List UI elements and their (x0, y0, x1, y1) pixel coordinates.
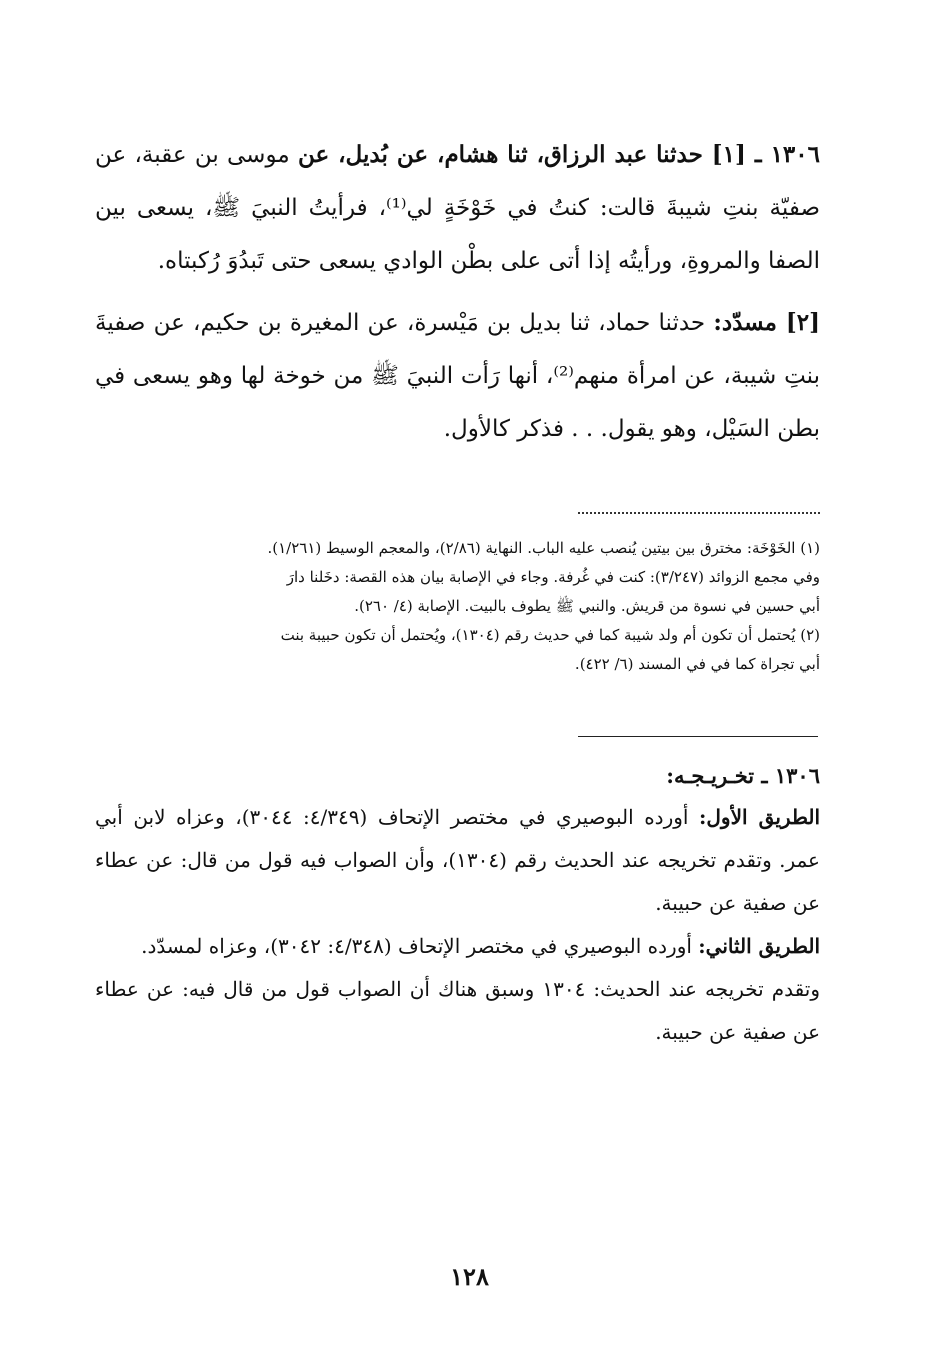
footnote-1-line-2: وفي مجمع الزوائد (٣/٢٤٧): كنت في غُرفة. وجاء في الإصابة بيان هذه القصة: دخَلنا دارَ (286, 568, 820, 586)
main-text (95, 128, 820, 456)
hadith-number: ١٣٠٦ ـ [١] حدثنا عبد الرزاق، ثنا هشام، عن بُديل، عن (297, 141, 820, 168)
footnote-separator (578, 512, 820, 516)
takhrij-heading: ١٣٠٦ ـ تخـريـجـه: (666, 763, 820, 788)
first-route (95, 796, 820, 925)
second-narration-label: [٢] مسدّد: (713, 309, 820, 336)
page-number: ١٢٨ (450, 1262, 489, 1291)
section-rule (578, 736, 818, 737)
footnote-2-line-1: (٢) يُحتمل أن تكون أم ولد شيبة كما في حديث رقم (١٣٠٤)، ويُحتمل أن تكون حبيبة بنت (280, 626, 820, 644)
footnote-1-line-1: (١) الخَوْخَة: مخترق بين بيتين يُنصب عليه الباب. النهاية (٢/٨٦)، والمعجم الوسيط (١/٢٦١). (267, 539, 820, 557)
footnote-2-line-2: أبي تجراة كما في في المسند (٦/ ٤٢٢). (574, 655, 820, 673)
second-route (95, 925, 820, 968)
footnote-1-line-3: أبي حسين في نسوة من قريش. والنبي ﷺ يطوف بالبيت. الإصابة (٤/ ٢٦٠). (354, 597, 820, 615)
hadith-1306-first-narration (95, 128, 820, 288)
first-route-text: أورده البوصيري في مختصر الإتحاف (٤/٣٤٩: ٣٠٤٤)، وعزاه لابن أبي عمر. وتقدم تخريجه عند الحديث رقم (١٣٠٤)، وأن الصواب فيه قول من قال: عن عطاء عن صفية عن حبيبة. (95, 805, 820, 915)
first-route-label: الطريق الأول: (699, 805, 821, 829)
second-route-text: أورده البوصيري في مختصر الإتحاف (٤/٣٤٨: ٣٠٤٢)، وعزاه لمسدّد. (141, 934, 692, 958)
hadith-1306-second-narration (95, 296, 820, 456)
second-route-label: الطريق الثاني: (698, 934, 820, 958)
takhrij-section (95, 756, 820, 1054)
second-narration-text: حدثنا حماد، ثنا بديل بن مَيْسرة، عن المغيرة بن حكيم، عن صفيةَ بنتِ شيبة، عن امرأة منهم⁽²⁾، أنها رَأت النبيَ ﷺ من خوخة لها وهو يسعى في بطن السَيْل، وهو يقول. . . فذكر كالأول. (95, 310, 821, 442)
closing-note: وتقدم تخريجه عند الحديث: ١٣٠٤ وسبق هناك أن الصواب قول من قال فيه: عن عطاء عن صفية عن حبيبة. (95, 977, 820, 1044)
footnotes (95, 534, 820, 679)
hadith-text: موسى بن عقبة، عن صفيّة بنتِ شيبةَ قالت: كنتُ في خَوْخَةٍ لي⁽¹⁾، فرأيتُ النبيَ ﷺ، يسعى بين الصفا والمروةِ، ورأيتُه إذا أتى على بطْن الوادي يسعى حتى تَبدُوَ رُكبتاه. (95, 142, 820, 274)
